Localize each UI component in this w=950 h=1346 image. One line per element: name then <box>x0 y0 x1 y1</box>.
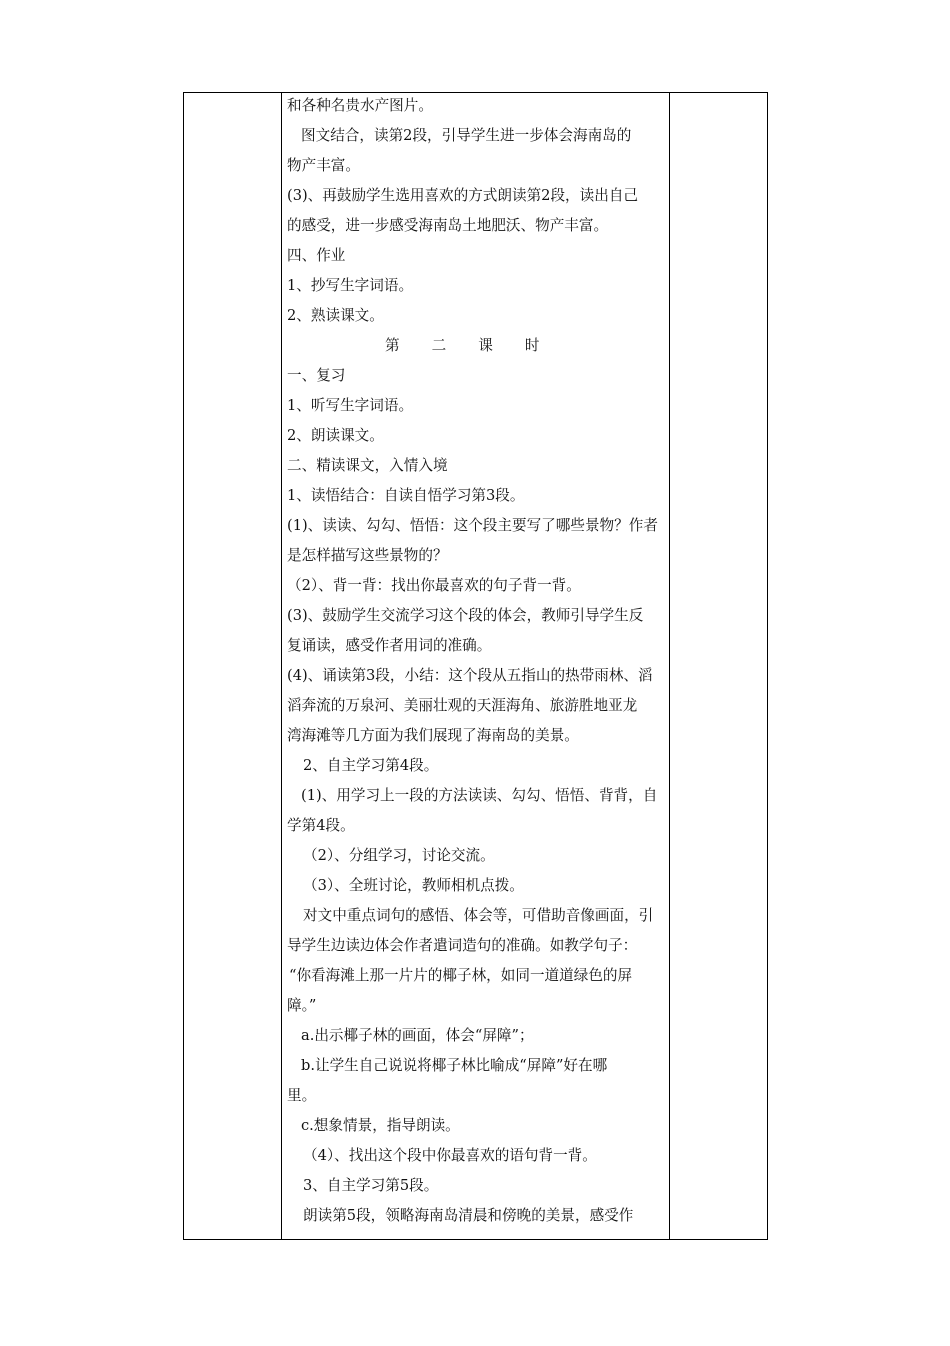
text-line: a.出示椰子林的画面，体会“屏障”； <box>301 1027 534 1044</box>
text-line: 3、自主学习第5段。 <box>303 1177 439 1194</box>
text-line: (3)、鼓励学生交流学习这个段的体会，教师引导学生反 <box>287 607 644 624</box>
section-heading: 二、精读课文，入情入境 <box>287 457 448 474</box>
text-line: 障。” <box>287 997 317 1014</box>
section-heading: 四、作业 <box>287 247 346 264</box>
text-line: 朗读第5段，领略海南岛清晨和傍晚的美景，感受作 <box>303 1207 634 1224</box>
text-line: 1、抄写生字词语。 <box>287 277 414 294</box>
text-line: 导学生边读边体会作者遣词造句的准确。如教学句子： <box>287 937 638 954</box>
column-divider-left <box>281 93 282 1239</box>
text-line: 图文结合，读第2段，引导学生进一步体会海南岛的 <box>301 127 632 144</box>
text-line: c.想象情景，指导朗读。 <box>301 1117 460 1134</box>
text-line: 里。 <box>287 1087 317 1104</box>
text-line: 是怎样描写这些景物的？ <box>287 547 448 564</box>
text-line: 学第4段。 <box>287 817 355 834</box>
text-line: 滔奔流的万泉河、美丽壮观的天涯海角、旅游胜地亚龙 <box>287 697 638 714</box>
text-line: (1)、读读、勾勾、悟悟：这个段主要写了哪些景物？作者 <box>287 517 658 534</box>
text-line: “你看海滩上那一片片的椰子林，如同一道道绿色的屏 <box>289 967 633 984</box>
text-line: 的感受，进一步感受海南岛土地肥沃、物产丰富。 <box>287 217 609 234</box>
title-char: 课 <box>478 337 493 354</box>
text-line: (4)、诵读第3段，小结：这个段从五指山的热带雨林、滔 <box>287 667 653 684</box>
title-char: 第 <box>385 337 400 354</box>
text-line: 对文中重点词句的感悟、体会等，可借助音像画面，引 <box>303 907 654 924</box>
text-line: (3)、再鼓励学生选用喜欢的方式朗读第2段，读出自己 <box>287 187 639 204</box>
text-line: （3）、全班讨论，教师相机点拨。 <box>303 877 524 894</box>
text-line: （2）、分组学习，讨论交流。 <box>303 847 495 864</box>
text-line: 2、熟读课文。 <box>287 307 384 324</box>
text-line: 1、听写生字词语。 <box>287 397 414 414</box>
text-line: 1、读悟结合：自读自悟学习第3段。 <box>287 487 525 504</box>
title-char: 二 <box>431 337 447 354</box>
text-line: （2）、背一背：找出你最喜欢的句子背一背。 <box>287 577 581 594</box>
text-line: 复诵读，感受作者用词的准确。 <box>287 637 492 654</box>
text-line: 湾海滩等几方面为我们展现了海南岛的美景。 <box>287 727 579 744</box>
lesson-period-title <box>385 336 571 356</box>
title-char: 时 <box>524 337 540 354</box>
text-line: 2、朗读课文。 <box>287 427 384 444</box>
text-line: (1)、用学习上一段的方法读读、勾勾、悟悟、背背，自 <box>301 787 658 804</box>
column-divider-right <box>669 93 670 1239</box>
text-line: 2、自主学习第4段。 <box>303 757 439 774</box>
section-heading: 一、复习 <box>287 367 346 384</box>
text-line: b.让学生自己说说将椰子林比喻成“屏障”好在哪 <box>301 1057 608 1074</box>
text-line: （4）、找出这个段中你最喜欢的语句背一背。 <box>303 1147 597 1164</box>
text-line: 和各种名贵水产图片。 <box>287 97 433 114</box>
text-line: 物产丰富。 <box>287 157 360 174</box>
